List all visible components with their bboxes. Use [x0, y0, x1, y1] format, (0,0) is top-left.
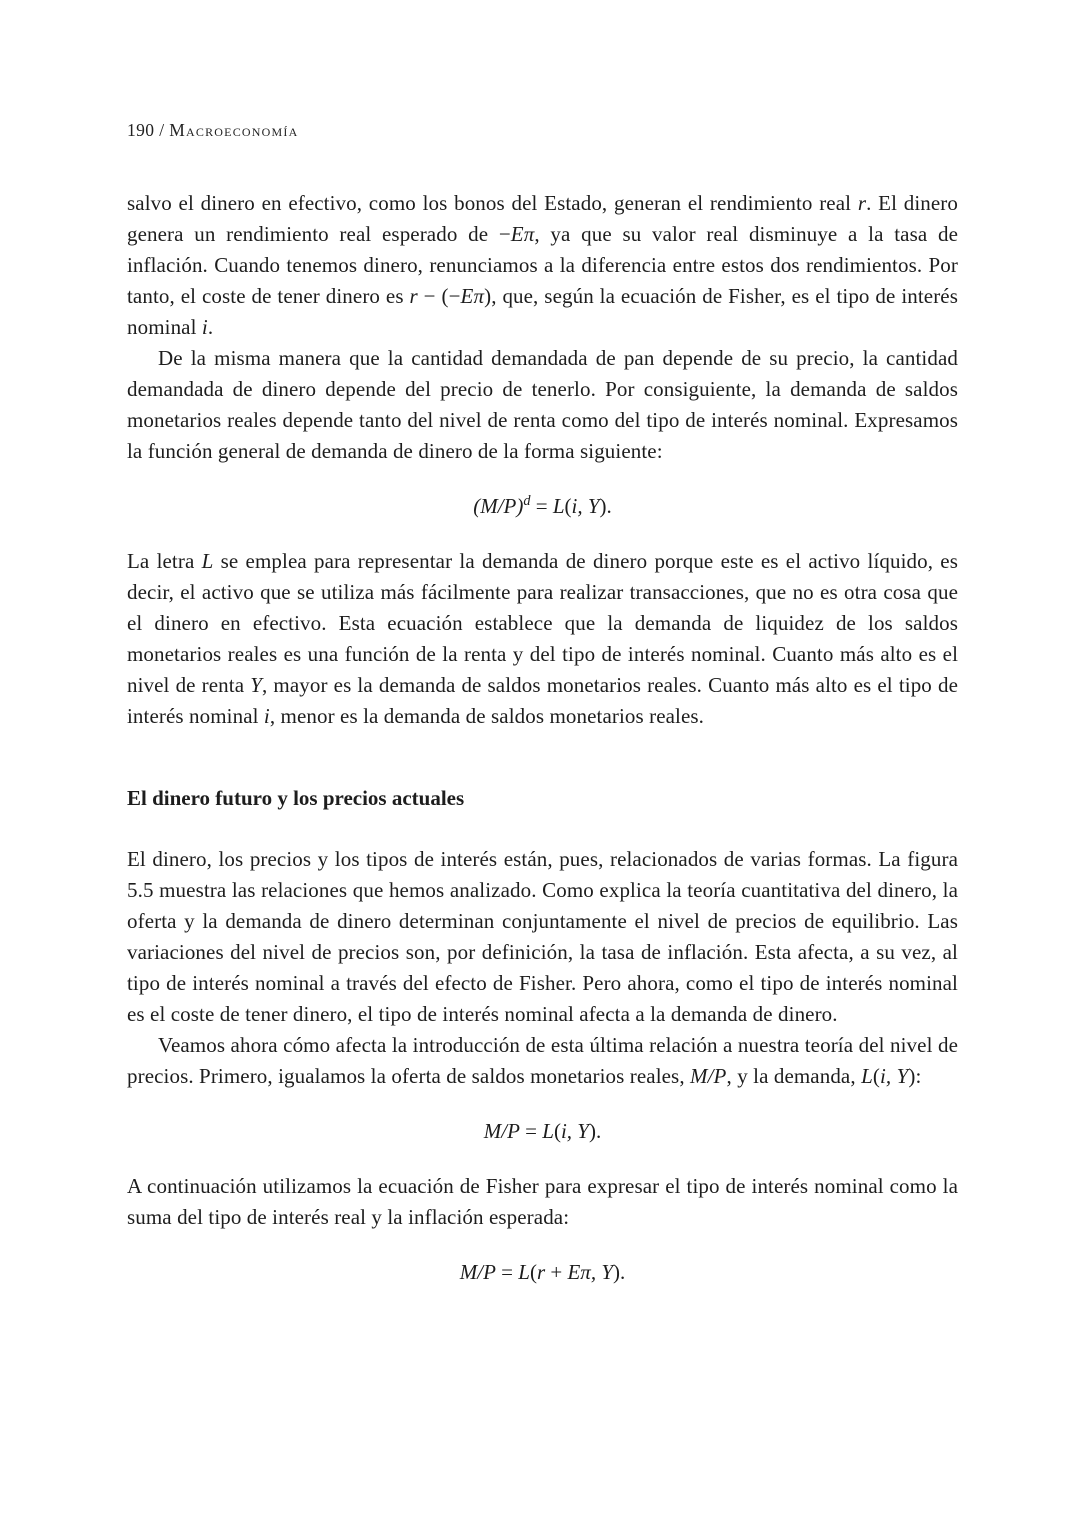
text-run: El dinero futuro y los precios actuales	[127, 786, 465, 810]
text-run: ):	[908, 1064, 922, 1088]
text-run: =	[530, 494, 553, 518]
text-run: ).	[599, 494, 612, 518]
paragraph	[127, 546, 958, 732]
text-run: .	[207, 315, 214, 339]
text-run: (	[564, 494, 572, 518]
page-number: 190 /	[127, 120, 170, 140]
math-variable: i	[201, 315, 208, 339]
paragraph	[127, 844, 958, 1030]
text-run: De la misma manera que la cantidad demandada de pan depende de su precio, la cantidad demandada de dinero depende del precio de tenerlo. Por consiguiente, la demanda de saldos monetarios reales depende tanto del nivel de renta como del tipo de interés nominal. Expresamos la función general de demanda de dinero de la forma siguiente:	[127, 346, 958, 463]
text-run: (	[553, 1119, 561, 1143]
running-title: Macroeconomía	[169, 120, 299, 140]
math-variable: i	[263, 704, 270, 728]
math-variable: Eπ	[510, 222, 535, 246]
text-run: =	[519, 1119, 543, 1143]
math-variable: Y	[250, 673, 262, 697]
math-variable: r	[536, 1260, 546, 1284]
math-variable: L	[552, 494, 565, 518]
text-run: , y la demanda,	[726, 1064, 862, 1088]
display-equation	[127, 491, 958, 522]
text-run: (	[872, 1064, 880, 1088]
math-variable: L	[542, 1119, 554, 1143]
text-run: salvo el dinero en efectivo, como los bonos del Estado, generan el rendimiento real	[127, 191, 858, 215]
paragraph	[127, 1030, 958, 1092]
math-variable: M/P	[483, 1119, 520, 1143]
paragraph	[127, 188, 958, 343]
math-variable: Eπ	[460, 284, 485, 308]
math-variable: r	[857, 191, 867, 215]
math-variable: M/P	[459, 1260, 496, 1284]
text-run: ).	[588, 1119, 602, 1143]
math-variable: d	[523, 493, 531, 509]
text-run: se emplea para representar la demanda de dinero porque este es el activo líquido, es decir, el activo que se utiliza más fácilmente para realizar transacciones, que no es otra cosa que el dinero en efectivo. Esta ecuación establece que la demanda de liquidez de los saldos monetarios reales es una función de la renta y del tipo de interés nominal. Cuanto más alto es el nivel de renta	[127, 549, 958, 697]
text-run: Veamos ahora cómo afecta la introducción de esta última relación a nuestra teoría del nivel de precios. Primero, igualamos la oferta de saldos monetarios reales,	[127, 1033, 958, 1088]
math-variable: L	[518, 1260, 530, 1284]
paragraph	[127, 1171, 958, 1233]
text-run: El dinero, los precios y los tipos de interés están, pues, relacionados de varias formas. La figura 5.5 muestra las relaciones que hemos analizado. Como explica la teoría cuantitativa del dinero, la oferta y la demanda de dinero determinan conjuntamente el nivel de precios de equilibrio. Las variaciones del nivel de precios son, por definición, la tasa de inflación. Esta afecta, a su vez, al tipo de interés nominal a través del efecto de Fisher. Pero ahora, como el tipo de interés nominal es el coste de tener dinero, el tipo de interés nominal afecta a la demanda de dinero.	[127, 847, 958, 1026]
math-variable: i, Y	[571, 494, 600, 518]
text-run: , ya que su valor real disminuye a la tasa de inflación. Cuando tenemos dinero, renunciamos a la diferencia entre estos dos rendimientos. Por tanto, el coste de tener dinero es	[127, 222, 958, 308]
text-run: , mayor es la demanda de saldos monetarios reales. Cuanto más alto es el tipo de interés nominal	[127, 673, 958, 728]
math-variable: Eπ, Y	[567, 1260, 613, 1284]
math-variable: (M/P)	[473, 494, 524, 518]
section-heading	[127, 783, 958, 814]
math-variable: i, Y	[560, 1119, 589, 1143]
text-run: ), que, según la ecuación de Fisher, es el tipo de interés nominal	[127, 284, 958, 339]
display-equation	[127, 1116, 958, 1147]
text-run: , menor es la demanda de saldos monetarios reales.	[269, 704, 705, 728]
display-equation	[127, 1257, 958, 1288]
math-variable: M/P	[690, 1064, 727, 1088]
text-run: − (−	[417, 284, 461, 308]
text-run: +	[545, 1260, 568, 1284]
math-variable: L	[861, 1064, 873, 1088]
text-run: La letra	[127, 549, 202, 573]
text-run: (	[529, 1260, 537, 1284]
math-variable: r	[409, 284, 418, 308]
text-run: A continuación utilizamos la ecuación de Fisher para expresar el tipo de interés nominal como la suma del tipo de interés real y la inflación esperada:	[127, 1174, 958, 1229]
math-variable: L	[201, 549, 214, 573]
math-variable: i, Y	[879, 1064, 909, 1088]
page-body	[127, 188, 958, 1288]
page-header	[127, 120, 958, 141]
text-run: ).	[613, 1260, 626, 1284]
text-run: =	[495, 1260, 519, 1284]
paragraph	[127, 343, 958, 467]
text-run: . El dinero genera un rendimiento real esperado de −	[127, 191, 958, 246]
